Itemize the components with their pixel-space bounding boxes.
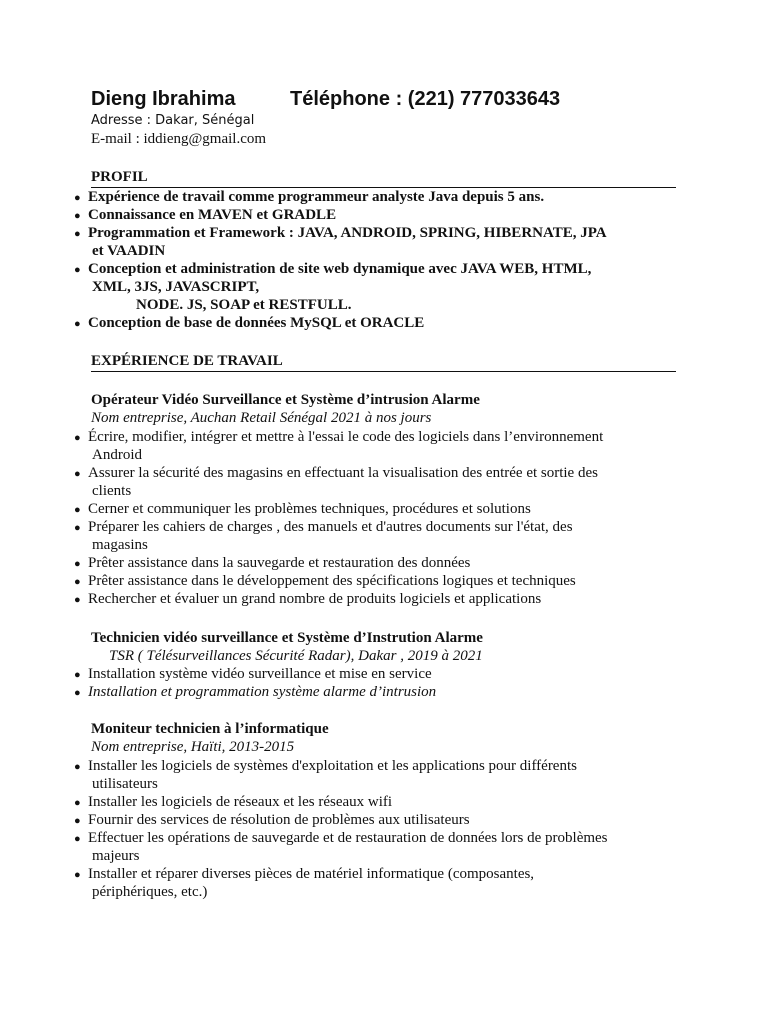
candidate-name: Dieng Ibrahima (91, 88, 236, 110)
address: Adresse : Dakar, Sénégal (91, 113, 255, 128)
header (91, 86, 560, 149)
job-company: Nom entreprise, Auchan Retail Sénégal 2021 à nos jours (91, 410, 432, 426)
job-title: Technicien vidéo surveillance et Système d’Instrution Alarme (91, 630, 483, 646)
phone-number: Téléphone : (221) 777033643 (290, 88, 561, 110)
bullet-icon: ● (74, 576, 81, 588)
item-text-cont: clients (92, 483, 132, 499)
item-text: Préparer les cahiers de charges , des manuels et d'autres documents sur l'état, des (88, 519, 573, 535)
list-item (74, 464, 684, 500)
list-item (74, 793, 684, 811)
item-text: Conception de base de données MySQL et ORACLE (88, 315, 425, 331)
item-text: Prêter assistance dans la sauvegarde et restauration des données (88, 555, 471, 571)
list-item (74, 683, 684, 701)
list-item (74, 665, 684, 683)
list-item (74, 224, 684, 260)
list-item (74, 757, 684, 793)
item-text: Conception et administration de site web dynamique avec JAVA WEB, HTML, (88, 261, 592, 277)
bullet-icon: ● (74, 318, 81, 330)
item-text: Installation système vidéo surveillance et mise en service (88, 666, 432, 682)
job-duties-list (74, 757, 684, 901)
item-text: Installer et réparer diverses pièces de matériel informatique (composantes, (88, 866, 535, 882)
bullet-icon: ● (74, 432, 81, 444)
email: E-mail : iddieng@gmail.com (91, 131, 267, 147)
item-text-cont: utilisateurs (92, 776, 158, 792)
bullet-icon: ● (74, 761, 81, 773)
item-text-cont: NODE. JS, SOAP et RESTFULL. (136, 297, 352, 313)
bullet-icon: ● (74, 833, 81, 845)
job-company: TSR ( Télésurveillances Sécurité Radar), Dakar , 2019 à 2021 (109, 648, 483, 664)
bullet-icon: ● (74, 669, 81, 681)
job-duties-list (74, 665, 684, 701)
job-company: Nom entreprise, Haïti, 2013-2015 (91, 739, 295, 755)
item-text: Fournir des services de résolution de problèmes aux utilisateurs (88, 812, 470, 828)
bullet-icon: ● (74, 522, 81, 534)
bullet-icon: ● (74, 797, 81, 809)
item-text-cont: magasins (92, 537, 148, 553)
list-item (74, 428, 684, 464)
item-text-cont: majeurs (92, 848, 140, 864)
item-text: Installation et programmation système alarme d’intrusion (88, 684, 437, 700)
bullet-icon: ● (74, 869, 81, 881)
list-item (74, 188, 684, 206)
list-item (74, 811, 684, 829)
bullet-icon: ● (74, 210, 81, 222)
name-line (91, 86, 560, 112)
job-title: Opérateur Vidéo Surveillance et Système d’intrusion Alarme (91, 392, 480, 408)
item-text-cont: XML, 3JS, JAVASCRIPT, (92, 279, 260, 295)
item-text: Installer les logiciels de réseaux et les réseaux wifi (88, 794, 393, 810)
bullet-icon: ● (74, 815, 81, 827)
list-item (74, 554, 684, 572)
item-text: Écrire, modifier, intégrer et mettre à l'essai le code des logiciels dans l’environnement (88, 429, 604, 445)
list-item (74, 572, 684, 590)
experience-section-title: EXPÉRIENCE DE TRAVAIL (91, 352, 676, 372)
profile-list (74, 188, 684, 332)
job-title: Moniteur technicien à l’informatique (91, 721, 329, 737)
list-item (74, 518, 684, 554)
item-text: Programmation et Framework : JAVA, ANDROID, SPRING, HIBERNATE, JPA (88, 225, 607, 241)
list-item (74, 590, 684, 608)
item-text-cont: Android (92, 447, 142, 463)
list-item (74, 314, 684, 332)
list-item (74, 500, 684, 518)
item-text-cont: et VAADIN (92, 243, 166, 259)
item-text-cont: périphériques, etc.) (92, 884, 208, 900)
list-item (74, 829, 684, 865)
item-text: Assurer la sécurité des magasins en effectuant la visualisation des entrée et sortie des (88, 465, 598, 481)
bullet-icon: ● (74, 504, 81, 516)
item-text: Installer les logiciels de systèmes d'exploitation et les applications pour différents (88, 758, 577, 774)
item-text: Connaissance en MAVEN et GRADLE (88, 207, 337, 223)
item-text: Prêter assistance dans le développement des spécifications logiques et techniques (88, 573, 576, 589)
list-item (74, 260, 684, 314)
item-text: Cerner et communiquer les problèmes techniques, procédures et solutions (88, 501, 531, 517)
bullet-icon: ● (74, 558, 81, 570)
bullet-icon: ● (74, 228, 81, 240)
item-text: Expérience de travail comme programmeur analyste Java depuis 5 ans. (88, 189, 545, 205)
bullet-icon: ● (74, 594, 81, 606)
bullet-icon: ● (74, 264, 81, 276)
job-duties-list (74, 428, 684, 608)
bullet-icon: ● (74, 468, 81, 480)
list-item (74, 865, 684, 901)
item-text: Rechercher et évaluer un grand nombre de produits logiciels et applications (88, 591, 542, 607)
bullet-icon: ● (74, 192, 81, 204)
item-text: Effectuer les opérations de sauvegarde et de restauration de données lors de problèmes (88, 830, 608, 846)
list-item (74, 206, 684, 224)
bullet-icon: ● (74, 687, 81, 699)
profile-section-title: PROFIL (91, 168, 676, 188)
